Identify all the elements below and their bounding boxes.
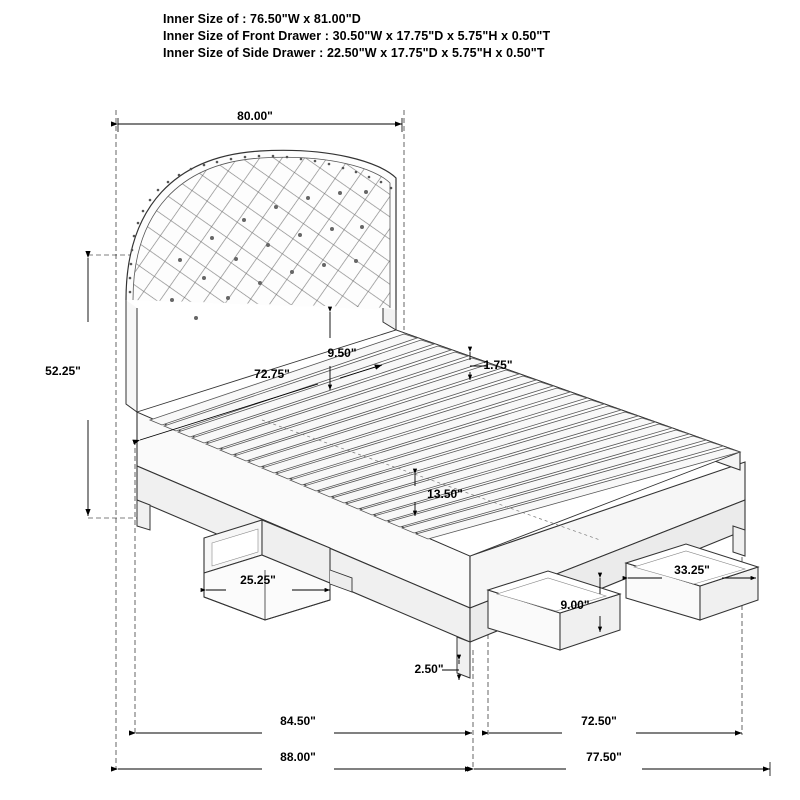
spec-line-inner-size: Inner Size of : 76.50"W x 81.00"D <box>163 12 361 26</box>
dim-rail-thickness: 1.75" <box>483 358 513 372</box>
dim-deck-height: 13.50" <box>427 487 463 501</box>
dim-front-drawer-width: 33.25" <box>674 563 710 577</box>
spec-line-side-drawer: Inner Size of Side Drawer : 22.50"W x 17.75"D x 5.75"H x 0.50"T <box>163 46 545 60</box>
dim-overall-depth-left: 88.00" <box>280 750 316 764</box>
spec-line-front-drawer: Inner Size of Front Drawer : 30.50"W x 17.75"D x 5.75"H x 0.50"T <box>163 29 551 43</box>
dim-drawer-height: 9.00" <box>560 598 590 612</box>
dim-overall-height: 52.25" <box>45 364 81 378</box>
dim-interior-width: 72.75" <box>254 367 290 381</box>
dim-depth-left: 84.50" <box>280 714 316 728</box>
dim-clearance-height: 2.50" <box>414 662 444 676</box>
dim-headboard-width: 80.00" <box>237 109 273 123</box>
dim-slat-gap-height: 9.50" <box>327 346 357 360</box>
dim-side-drawer-width: 25.25" <box>240 573 276 587</box>
dim-overall-width-right: 77.50" <box>586 750 622 764</box>
dim-depth-right: 72.50" <box>581 714 617 728</box>
